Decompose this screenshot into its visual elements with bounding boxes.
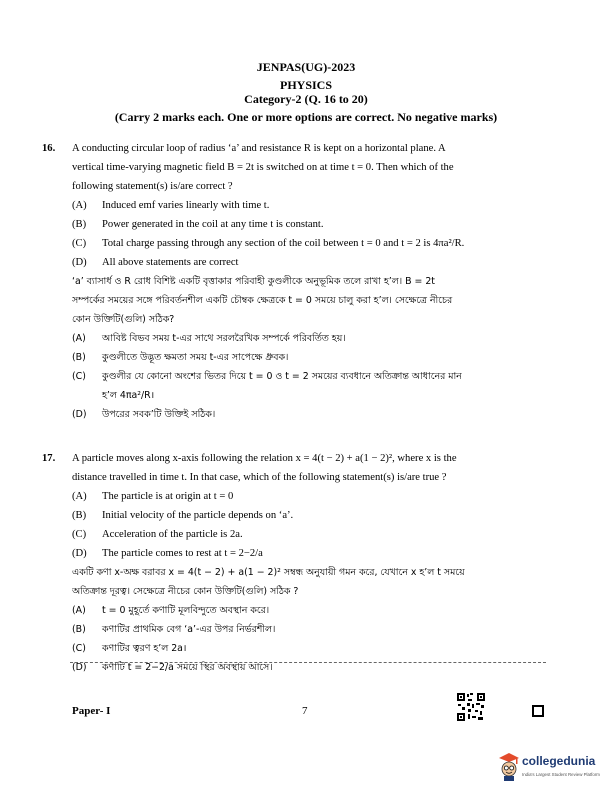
option-label: (D) (72, 257, 87, 268)
option-text: আবিষ্ট বিভব সময় t-এর সাথে সরলরৈখিক সম্পর্কে পরিবর্তিত হয়। (102, 333, 346, 344)
option-label: (B) (72, 624, 86, 635)
option-text: Power generated in the coil at any time t is constant. (102, 219, 324, 230)
bengali-question-line: সম্পর্কের সময়ের সঙ্গে পরিবর্তনশীল একটি চৌম্বক ক্ষেত্রকে t = 0 সময়ে চালু করা হ’ল। সেক্ষেত্রে নীচের (72, 295, 453, 306)
option-label: (B) (72, 219, 87, 230)
option-label: (A) (72, 333, 86, 344)
option-label: (C) (72, 529, 87, 540)
option-label (72, 386, 102, 405)
subject-title: PHYSICS (279, 78, 332, 92)
bengali-question-line: একটি কণা x-অক্ষ বরাবর x = 4(t − 2) + a(1 − 2)² সম্বন্ধ অনুযায়ী গমন করে, যেখানে x হ’ল t সময়ে (72, 567, 465, 578)
question-text-line: A particle moves along x-axis following the relation x = 4(t − 2) + a(1 − 2)², where x is the (72, 453, 457, 464)
option-text: কুণ্ডলীতে উদ্ভূত ক্ষমতা সময় t-এর সাপেক্ষে ধ্রুবক। (102, 352, 289, 363)
option-d (72, 544, 546, 563)
qr-code-icon (456, 692, 486, 722)
option-b (72, 215, 546, 234)
option-d (72, 253, 546, 272)
option-a (72, 196, 546, 215)
option-c (72, 234, 546, 253)
bengali-option-c (72, 367, 546, 386)
option-text: উপরের সবক’টি উক্তিই সঠিক। (102, 409, 216, 420)
question-text-line: A conducting circular loop of radius ‘a’ and resistance R is kept on a horizontal plane. A (72, 143, 446, 154)
bengali-question-line: কোন উক্তিটি(গুলি) সঠিক? (72, 314, 175, 325)
brand-name: collegedunia (522, 754, 596, 768)
option-a (72, 487, 546, 506)
square-marker-icon (532, 705, 544, 717)
option-text: Induced emf varies linearly with time t. (102, 200, 270, 211)
bengali-option-d (72, 405, 546, 424)
option-text: Acceleration of the particle is 2a. (102, 529, 243, 540)
question-16 (42, 139, 546, 424)
option-text: কণাটির প্রাথমিক বেগ ‘a’-এর উপর নির্ভরশীল। (102, 624, 276, 635)
option-text: The particle is at origin at t = 0 (102, 491, 234, 502)
category-title: Category-2 (Q. 16 to 20) (244, 92, 368, 106)
option-text: হ’ল 4πa²/R। (102, 390, 155, 401)
bengali-option-c-continued (72, 386, 546, 405)
option-text: কণাটি t = 2−2/a সময়ে স্থির অবস্থায় আসে। (102, 662, 273, 673)
option-label: (D) (72, 662, 87, 673)
option-label: (D) (72, 548, 87, 559)
option-text: Total charge passing through any section of the coil between t = 0 and t = 2 is 4πa²/R. (102, 238, 465, 249)
option-text: The particle comes to rest at t = 2−2/a (102, 548, 263, 559)
collegedunia-logo (498, 752, 608, 786)
option-b (72, 506, 546, 525)
option-label: (A) (72, 200, 87, 211)
bengali-option-b (72, 348, 546, 367)
option-c (72, 525, 546, 544)
bengali-option-a (72, 329, 546, 348)
brand-tagline: India's Largest Student Review Platform (522, 772, 600, 777)
option-label: (A) (72, 491, 87, 502)
bengali-option-b (72, 620, 546, 639)
bengali-question-line: ‘a’ ব্যাসার্ধ ও R রোধ বিশিষ্ট একটি বৃত্তাকার পরিবাহী কুণ্ডলীকে অনুভূমিক তলে রাখা হ’ল। B = 2t (72, 276, 435, 287)
bengali-question-line: অতিক্রান্ত দূরত্ব। সেক্ষেত্রে নীচের কোন উক্তিটি(গুলি) সঠিক ? (72, 586, 299, 597)
option-text: Initial velocity of the particle depends on ‘a’. (102, 510, 294, 521)
question-number: 17. (42, 453, 56, 464)
option-label: (A) (72, 605, 86, 616)
bengali-option-d (72, 658, 546, 677)
graduate-mascot-icon (498, 752, 520, 782)
question-text-line: distance travelled in time t. In that case, which of the following statement(s) is/are true ? (72, 472, 447, 483)
option-label: (C) (72, 643, 86, 654)
footer-divider (70, 662, 546, 663)
paper-label: Paper- I (72, 705, 111, 717)
option-label: (B) (72, 352, 86, 363)
option-text: কুণ্ডলীর যে কোনো অংশের ভিতর দিয়ে t = 0 ও t = 2 সময়ের ব্যবধানে অতিক্রান্ত আধানের মান (102, 371, 462, 382)
marking-instruction: (Carry 2 marks each. One or more options are correct. No negative marks) (114, 110, 498, 124)
option-text: All above statements are correct (102, 257, 239, 268)
option-label: (C) (72, 371, 86, 382)
option-label: (C) (72, 238, 87, 249)
exam-title: JENPAS(UG)-2023 (256, 60, 356, 74)
option-text: t = 0 মুহূর্তে কণাটি মূলবিন্দুতে অবস্থান করে। (102, 605, 270, 616)
question-number: 16. (42, 143, 56, 154)
bengali-option-a (72, 601, 546, 620)
question-text-line: following statement(s) is/are correct ? (72, 181, 233, 192)
option-text: কণাটির ত্বরণ হ’ল 2a। (102, 643, 187, 654)
option-label: (D) (72, 409, 87, 420)
question-17 (42, 449, 546, 677)
page-number: 7 (302, 705, 308, 717)
question-text-line: vertical time-varying magnetic field B = 2t is switched on at time t = 0. Then which of the (72, 162, 454, 173)
option-label: (B) (72, 510, 87, 521)
bengali-option-c (72, 639, 546, 658)
